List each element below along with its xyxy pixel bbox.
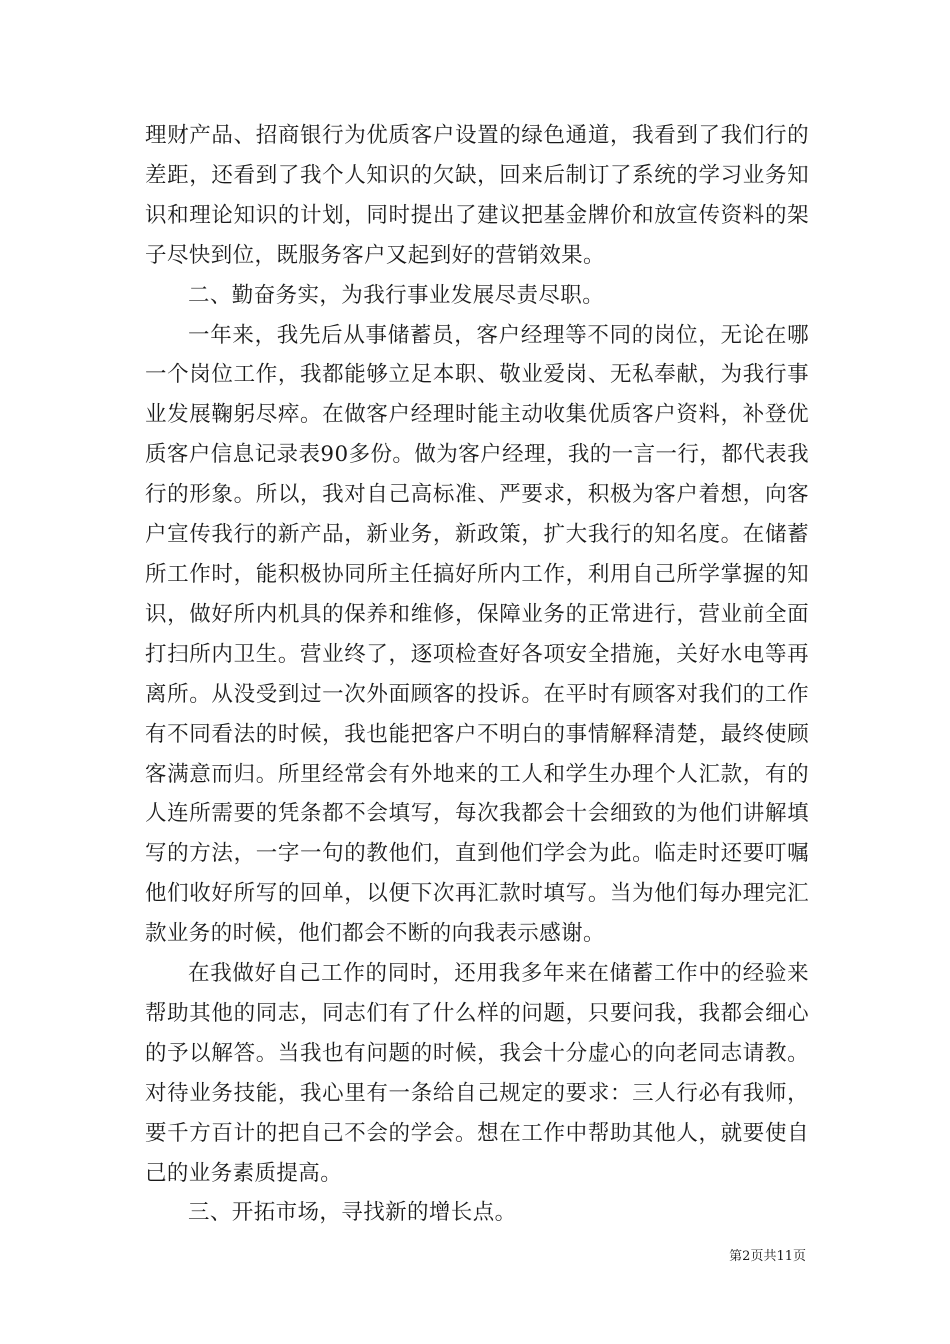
page-number-footer: 第2页共11页 <box>729 1249 806 1264</box>
paragraph-helping-colleagues: 在我做好自己工作的同时，还用我多年来在储蓄工作中的经验来帮助其他的同志，同志们有了什么样的问题，只要问我，我都会细心的予以解答。当我也有问题的时候，我会十分虚心的向老同志请教。对待业务技能，我心里有一条给自己规定的要求：三人行必有我师，要千方百计的把自己不会的学会。想在工作中帮助其他人，就要使自己的业务素质提高。 <box>145 961 809 1186</box>
paragraph-work-duties: 一年来，我先后从事储蓄员，客户经理等不同的岗位，无论在哪一个岗位工作，我都能够立足本职、敬业爱岗、无私奉献，为我行事业发展鞠躬尽瘁。在做客户经理时能主动收集优质客户资料，补登优质客户信息记录表90多份。做为客户经理，我的一言一行，都代表我行的形象。所以，我对自己高标准、严要求，积极为客户着想，向客户宣传我行的新产品，新业务，新政策，扩大我行的知名度。在储蓄所工作时，能积极协同所主任搞好所内工作，利用自己所学掌握的知识，做好所内机具的保养和维修，保障业务的正常进行，营业前全面打扫所内卫生。营业终了，逐项检查好各项安全措施，关好水电等再离所。从没受到过一次外面顾客的投诉。在平时有顾客对我们的工作有不同看法的时候，我也能把客户不明白的事情解释清楚，最终使顾客满意而归。所里经常会有外地来的工人和学生办理个人汇款，有的人连所需要的凭条都不会填写，每次我都会十会细致的为他们讲解填写的方法，一字一句的教他们，直到他们学会为此。临走时还要叮嘱他们收好所写的回单，以便下次再汇款时填写。当为他们每办理完汇款业务的时候，他们都会不断的向我表示感谢。 <box>145 322 809 947</box>
paragraph-continuation: 理财产品、招商银行为优质客户设置的绿色通道，我看到了我们行的差距，还看到了我个人知识的欠缺，回来后制订了系统的学习业务知识和理论知识的计划，同时提出了建议把基金牌价和放宣传资料的架子尽快到位，既服务客户又起到好的营销效果。 <box>145 123 809 268</box>
section-heading-2: 二、勤奋务实，为我行事业发展尽责尽职。 <box>188 282 605 308</box>
section-heading-3: 三、开拓市场，寻找新的增长点。 <box>188 1200 517 1226</box>
document-body <box>145 116 809 1233</box>
